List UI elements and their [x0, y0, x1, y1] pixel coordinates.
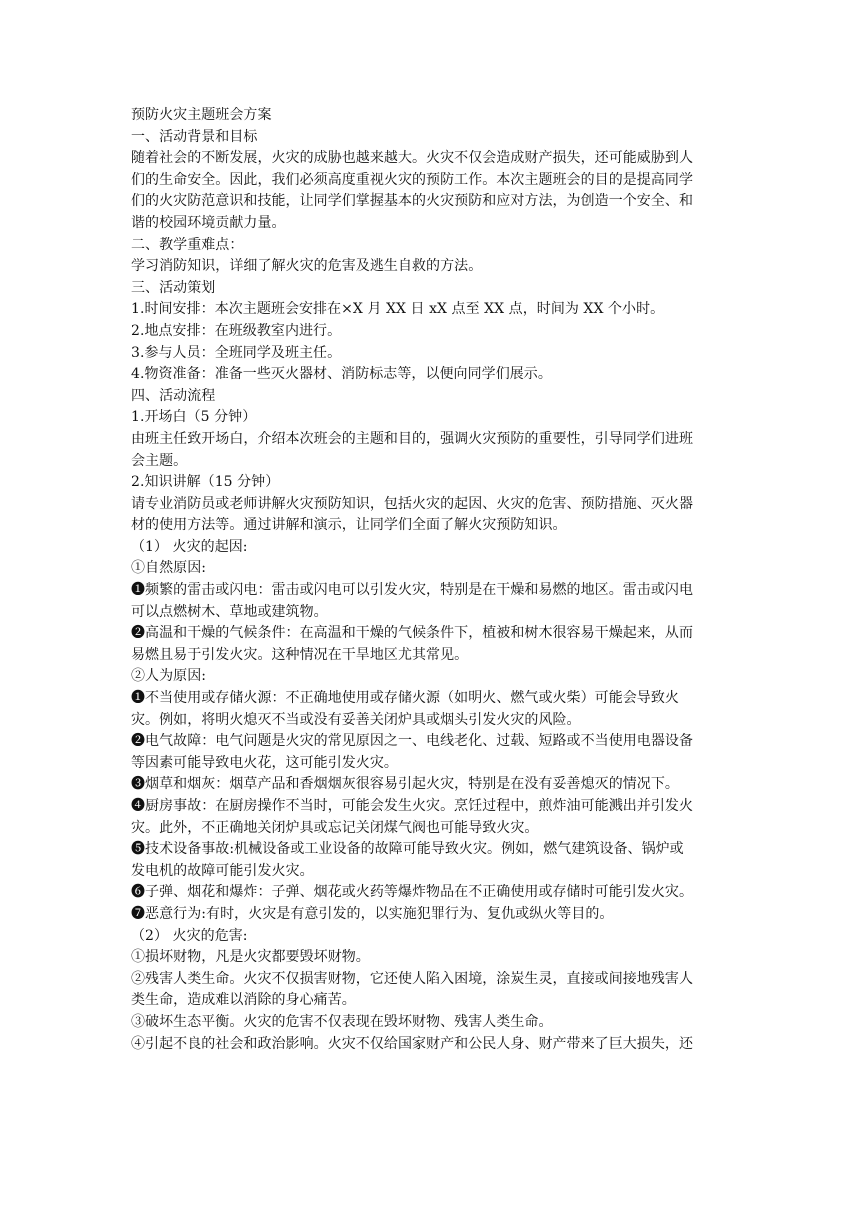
paragraph-line: 学习消防知识，详细了解火灾的危害及逃生自救的方法。	[131, 258, 483, 275]
paragraph-line: 会主题。	[131, 452, 188, 469]
paragraph-line: ❶不当使用或存储火源：不正确地使用或存储火源（如明火、燃气或火柴）可能会导致火	[131, 690, 679, 707]
list-item-participants: 3.参与人员：全班同学及班主任。	[131, 344, 342, 361]
paragraph-line: 由班主任致开场白，介绍本次班会的主题和目的，强调火灾预防的重要性，引导同学们进班	[131, 430, 693, 447]
paragraph-line: 发电机的故障可能引发火灾。	[131, 862, 314, 879]
list-item-materials: 4.物资准备：准备一些灭火器材、消防标志等，以便向同学们展示。	[131, 366, 552, 383]
section-heading-process: 四、活动流程	[131, 387, 216, 404]
paragraph-line: 易燃且易于引发火灾。这种情况在干旱地区尤其常见。	[131, 646, 469, 663]
list-item-location: 2.地点安排：在班级教室内进行。	[131, 322, 342, 339]
paragraph-line: ❷电气故障：电气问题是火灾的常见原因之一、电线老化、过载、短路或不当使用电器设备	[131, 733, 693, 750]
paragraph-line: ②残害人类生命。火灾不仅损害财物，它还使人陷入困境，涂炭生灵，直接或间接地残害人	[131, 970, 693, 987]
paragraph-line: ❼恶意行为:有时，火灾是有意引发的，以实施犯罪行为、复仇或纵火等目的。	[131, 905, 614, 922]
paragraph-line: ④引起不良的社会和政治影响。火灾不仅给国家财产和公民人身、财产带来了巨大损失，还	[131, 1035, 693, 1052]
subheading-hazards: （2） 火灾的危害:	[131, 927, 248, 944]
list-item-time: 1.时间安排：本次主题班会安排在×X 月 XX 日 xX 点至 XX 点，时间为 XX 个小时。	[131, 301, 665, 318]
paragraph-line: 们的生命安全。因此，我们必须高度重视火灾的预防工作。本次主题班会的目的是提高同学	[131, 171, 693, 188]
paragraph-line: 请专业消防员或老师讲解火灾预防知识，包括火灾的起因、火灾的危害、预防措施、灭火器	[131, 495, 693, 512]
paragraph-line: ❶频繁的雷击或闪电：雷击或闪电可以引发火灾，特别是在干燥和易燃的地区。雷击或闪电	[131, 582, 693, 599]
document-title: 预防火灾主题班会方案	[131, 107, 272, 123]
paragraph-line: ❻子弹、烟花和爆炸：子弹、烟花或火药等爆炸物品在不正确使用或存储时可能引发火灾。	[131, 884, 693, 901]
paragraph-line: 谐的校园环境贡献力量。	[131, 214, 286, 231]
paragraph-line: ❹厨房事故：在厨房操作不当时，可能会发生火灾。烹饪过程中，煎炸油可能溅出并引发火	[131, 798, 693, 814]
paragraph-line: ①损坏财物，凡是火灾都要毁坏财物。	[131, 949, 370, 966]
subheading-causes: （1） 火灾的起因:	[131, 538, 248, 555]
section-heading-key-points: 二、教学重难点：	[131, 236, 244, 253]
subheading-opening: 1.开场白（5 分钟）	[131, 409, 257, 426]
paragraph-line: 们的火灾防范意识和技能，让同学们掌握基本的火灾预防和应对方法，为创造一个安全、和	[131, 193, 693, 210]
section-heading-background: 一、活动背景和目标	[131, 128, 258, 145]
subheading-knowledge: 2.知识讲解（15 分钟）	[131, 474, 280, 491]
paragraph-line: 可以点燃树木、草地或建筑物。	[131, 603, 328, 620]
paragraph-line: ❺技术设备事故:机械设备或工业设备的故障可能导致火灾。例如，燃气建筑设备、锅炉或	[131, 841, 684, 858]
paragraph-line: 灾。此外，不正确地关闭炉具或忘记关闭煤气阀也可能导致火灾。	[131, 819, 539, 836]
paragraph-line: ❷高温和干燥的气候条件：在高温和干燥的气候条件下，植被和树木很容易干燥起来，从而	[131, 625, 693, 642]
paragraph-line: 灾。例如，将明火熄灭不当或没有妥善关闭炉具或烟头引发火灾的风险。	[131, 711, 581, 728]
paragraph-line: 随着社会的不断发展，火灾的成胁也越来越大。火灾不仅会造成财产损失，还可能威胁到人	[131, 150, 693, 167]
paragraph-line: ❸烟草和烟灰：烟草产品和香烟烟灰很容易引起火灾，特别是在没有妥善熄灭的情况下。	[131, 776, 679, 793]
section-heading-planning: 三、活动策划	[131, 279, 216, 296]
subheading-human-causes: ②人为原因:	[131, 668, 207, 685]
paragraph-line: ③破坏生态平衡。火灾的危害不仅表现在毁坏财物、残害人类生命。	[131, 1013, 553, 1030]
paragraph-line: 材的使用方法等。通过讲解和演示，让同学们全面了解火灾预防知识。	[131, 517, 567, 534]
subheading-natural-causes: ①自然原因:	[131, 560, 207, 577]
paragraph-line: 等因素可能导致电火花，这可能引发火灾。	[131, 754, 398, 771]
document-body	[131, 105, 746, 1055]
paragraph-line: 类生命，造成难以消除的身心痛苦。	[131, 992, 356, 1009]
